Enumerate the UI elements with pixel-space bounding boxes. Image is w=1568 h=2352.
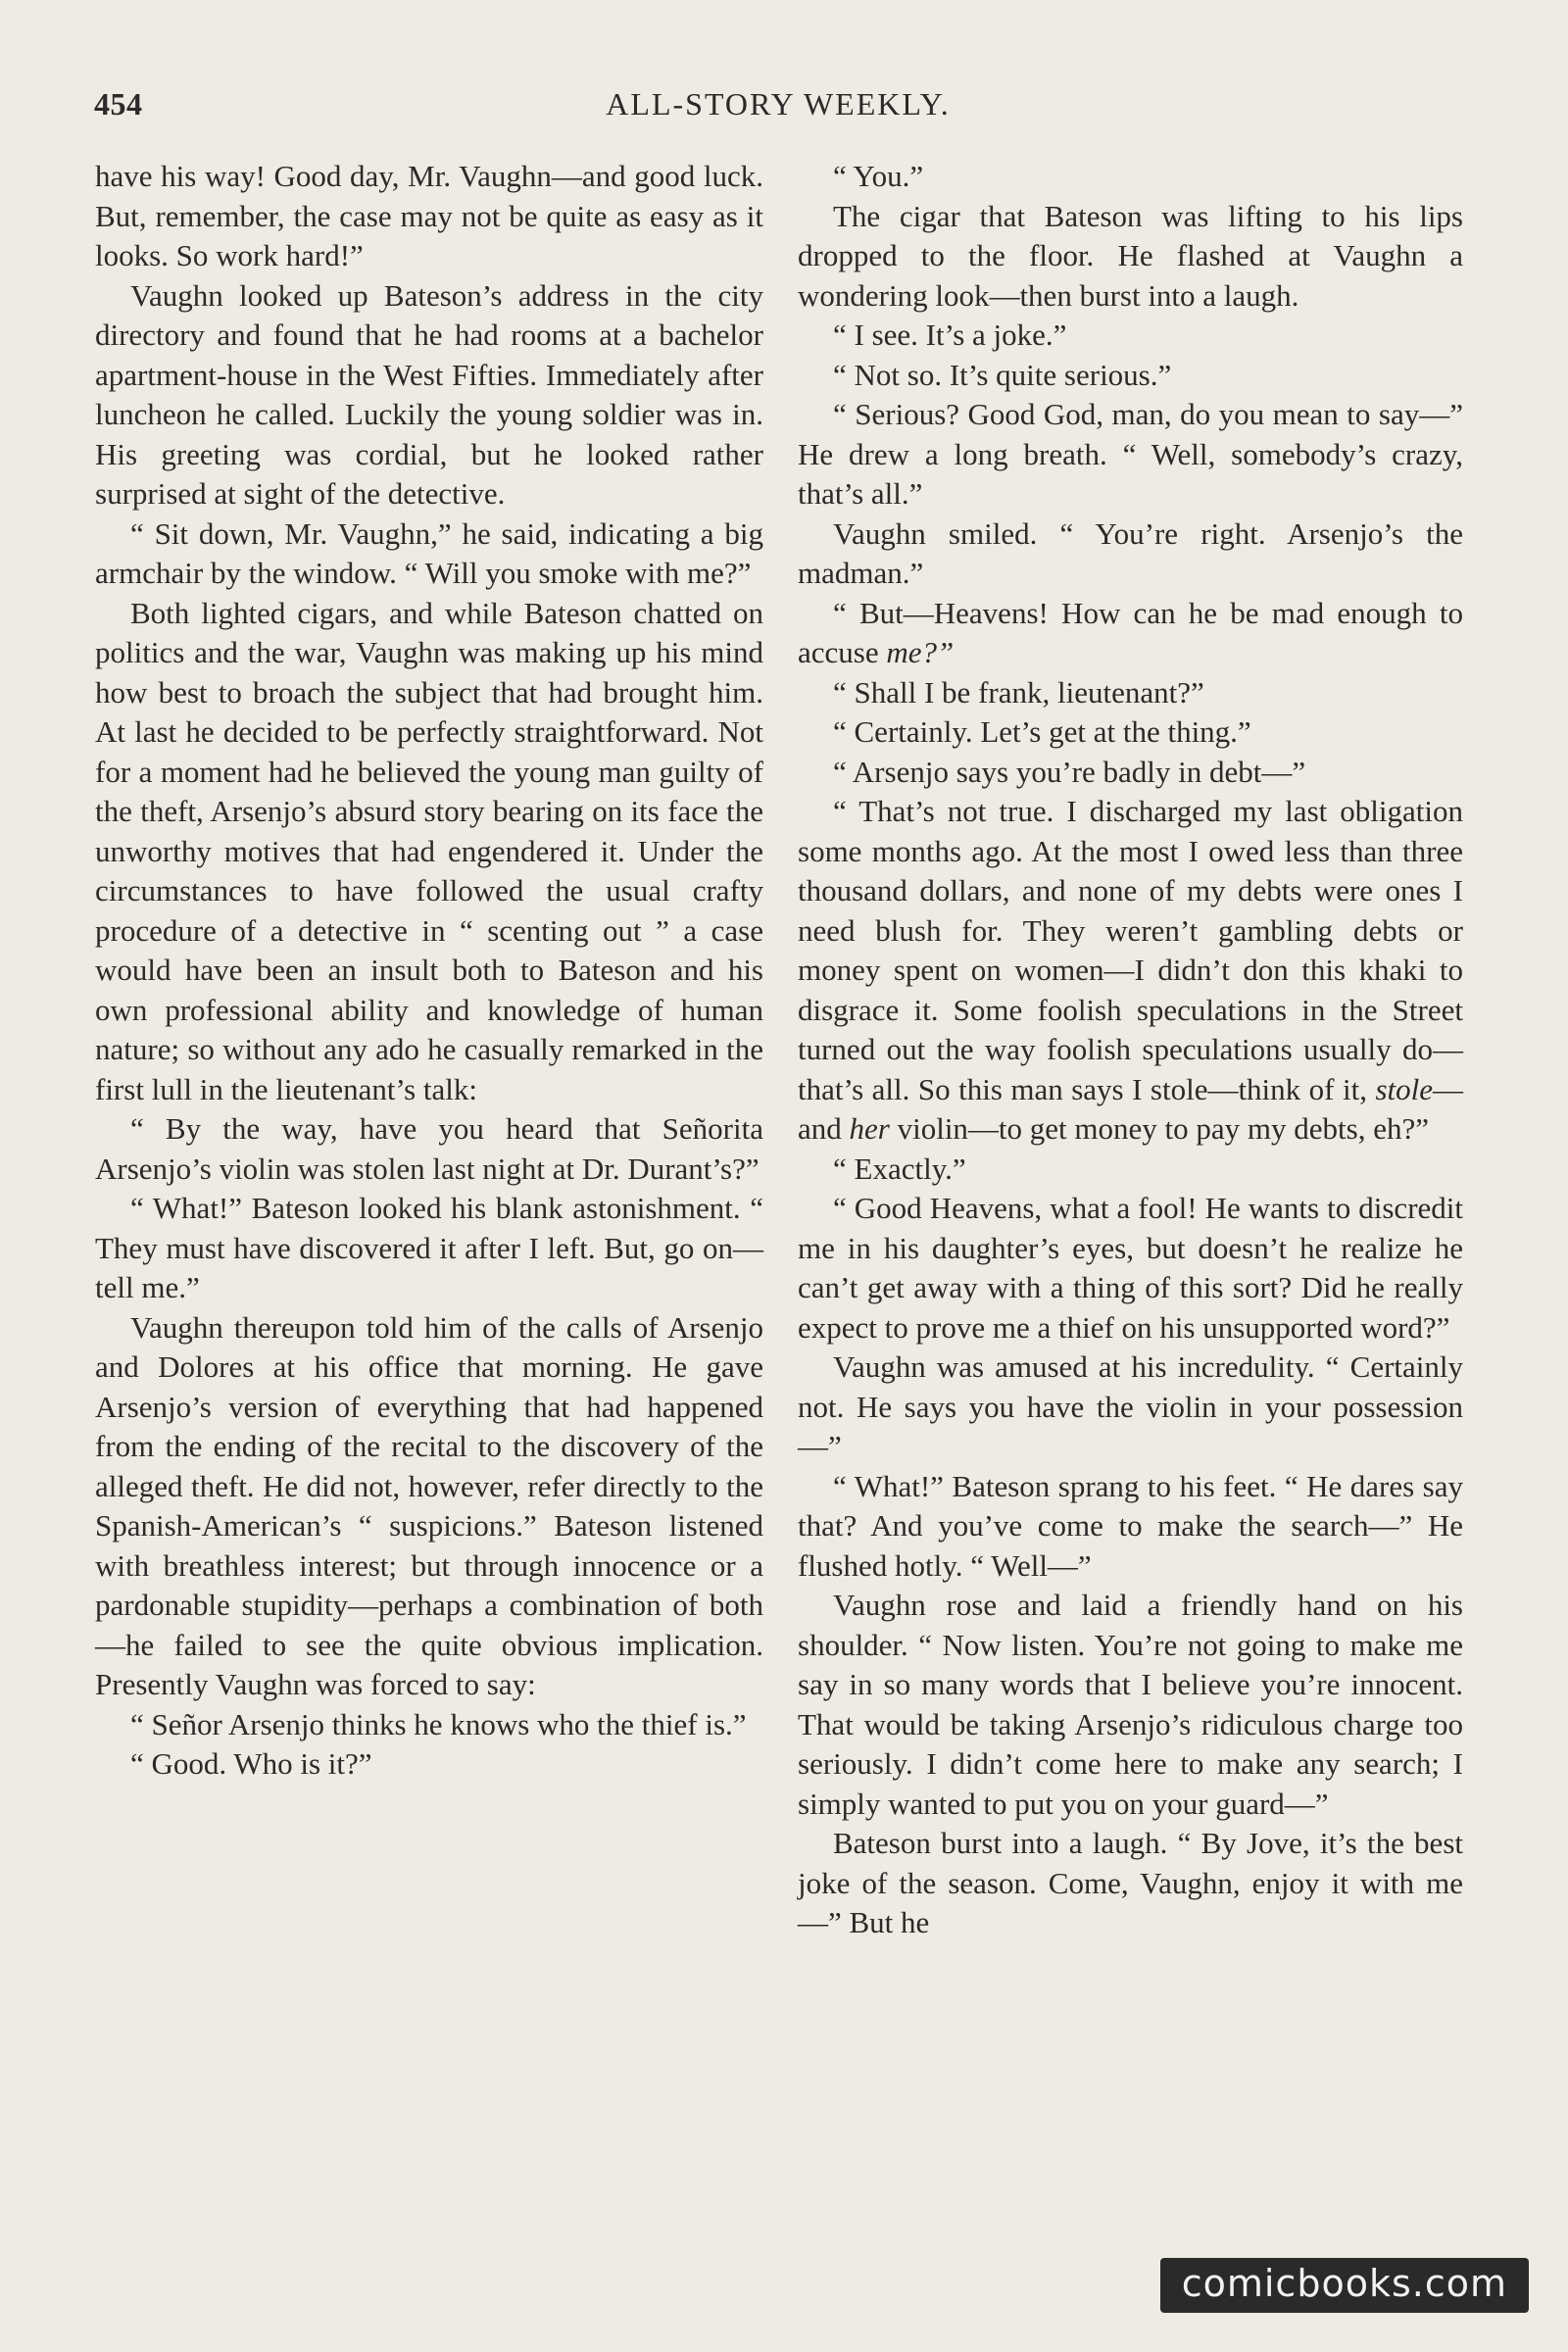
paragraph: “ Certainly. Let’s get at the thing.” [833, 714, 1251, 749]
paragraph: “ By the way, have you heard that Señorita Arsenjo’s violin was stolen last night at Dr. Durant’s?” [95, 1111, 763, 1186]
paragraph: Bateson burst into a laugh. “ By Jove, it’s the best joke of the season. Come, Vaughn, enjoy it with me—” But he [798, 1826, 1463, 1939]
italic-text: her [849, 1111, 890, 1146]
paragraph: “ Good. Who is it?” [130, 1746, 372, 1781]
paragraph: Vaughn thereupon told him of the calls of Arsenjo and Dolores at his office that morning. He gave Arsenjo’s version of everything that had happened from the ending of the recital to the discovery of the alleged theft. He did not, however, refer directly to the Spanish-American’s “ suspicions.” Bateson listened with breathless interest; but through innocence or a pardonable stupidity—perhaps a combination of both—he failed to see the quite obvious implication. Presently Vaughn was forced to say: [95, 1309, 763, 1701]
running-title: ALL-STORY WEEKLY. [606, 86, 951, 122]
paragraph: have his way! Good day, Mr. Vaughn—and good luck. But, remember, the case may not be quite as easy as it looks. So work hard!” [95, 159, 763, 272]
paragraph: “ What!” Bateson looked his blank astonishment. “ They must have discovered it after I left. But, go on—tell me.” [95, 1191, 763, 1304]
paragraph: “ Sit down, Mr. Vaughn,” he said, indicating a big armchair by the window. “ Will you smoke with me?” [95, 515, 763, 590]
italic-text: stole [1375, 1071, 1433, 1106]
paragraph: “ Arsenjo says you’re badly in debt—” [833, 754, 1306, 789]
text-run: “ That’s not true. I discharged my last obligation some months ago. At the most I owed less than three thousand dollars, and none of my debts were ones I need blush for. They weren’t gambling debts or money spent on women—I didn’t don this khaki to disgrace it. Some foolish speculations in the Street turned out the way foolish speculations usually do—that’s all. So this man says I stole—think of it, [798, 794, 1463, 1106]
paragraph: “ Serious? Good God, man, do you mean to say—” He drew a long breath. “ Well, somebody’s crazy, that’s all.” [798, 397, 1463, 511]
left-column [95, 157, 763, 1785]
page-header [94, 86, 1462, 133]
paragraph: “ Good Heavens, what a fool! He wants to discredit me in his daughter’s eyes, but doesn’t he realize he can’t get away with a thing of this sort? Did he really expect to prove me a thief on his unsupported word?” [798, 1191, 1463, 1345]
text-run: “ But—Heavens! How can he be mad enough to accuse [798, 595, 1463, 669]
paragraph: Vaughn looked up Bateson’s address in the city directory and found that he had rooms at a bachelor apartment-house in the West Fifties. Immediately after luncheon he called. Luckily the young soldier was in. His greeting was cordial, but he looked rather surprised at sight of the detective. [95, 277, 763, 511]
italic-text: me?” [886, 635, 955, 669]
paragraph: “ Not so. It’s quite serious.” [833, 357, 1172, 392]
paragraph: Vaughn rose and laid a friendly hand on his shoulder. “ Now listen. You’re not going to make me say in so many words that I believe you’re innocent. That would be taking Arsenjo’s ridiculous charge too seriously. I didn’t come here to make any search; I simply wanted to put you on your guard—” [798, 1588, 1463, 1821]
paragraph: “ Shall I be frank, lieutenant?” [833, 674, 1204, 710]
paragraph: Both lighted cigars, and while Bateson chatted on politics and the war, Vaughn was making up his mind how best to broach the subject that had brought him. At last he decided to be perfectly straightforward. Not for a moment had he believed the young man guilty of the theft, Arsenjo’s absurd story bearing on its face the unworthy motives that had engendered it. Under the circumstances to have followed the usual crafty procedure of a detective in “ scenting out ” a case would have been an insult both to Bateson and his own professional ability and knowledge of human nature; so without any ado he casually remarked in the first lull in the lieutenant’s talk: [95, 595, 763, 1106]
page-number: 454 [94, 86, 143, 122]
text-run: violin—to get money to pay my debts, eh?” [889, 1111, 1429, 1146]
paragraph [798, 594, 1463, 673]
paragraph: The cigar that Bateson was lifting to his lips dropped to the floor. He flashed at Vaughn a wondering look—then burst into a laugh. [798, 198, 1463, 313]
paragraph: “ I see. It’s a joke.” [833, 318, 1067, 352]
paragraph: “ Señor Arsenjo thinks he knows who the thief is.” [130, 1706, 747, 1741]
right-column [798, 157, 1463, 1943]
paragraph [798, 792, 1463, 1150]
paragraph: Vaughn was amused at his incredulity. “ Certainly not. He says you have the violin in your possession—” [798, 1349, 1463, 1463]
paragraph: “ What!” Bateson sprang to his feet. “ He dares say that? And you’ve come to make the search—” He flushed hotly. “ Well—” [798, 1468, 1463, 1583]
text-run: —and [798, 1071, 1463, 1146]
paragraph: Vaughn smiled. “ You’re right. Arsenjo’s the madman.” [798, 515, 1463, 590]
watermark: comicbooks.com [1160, 2258, 1529, 2313]
paragraph: “ Exactly.” [833, 1151, 966, 1186]
paragraph: “ You.” [833, 159, 924, 193]
